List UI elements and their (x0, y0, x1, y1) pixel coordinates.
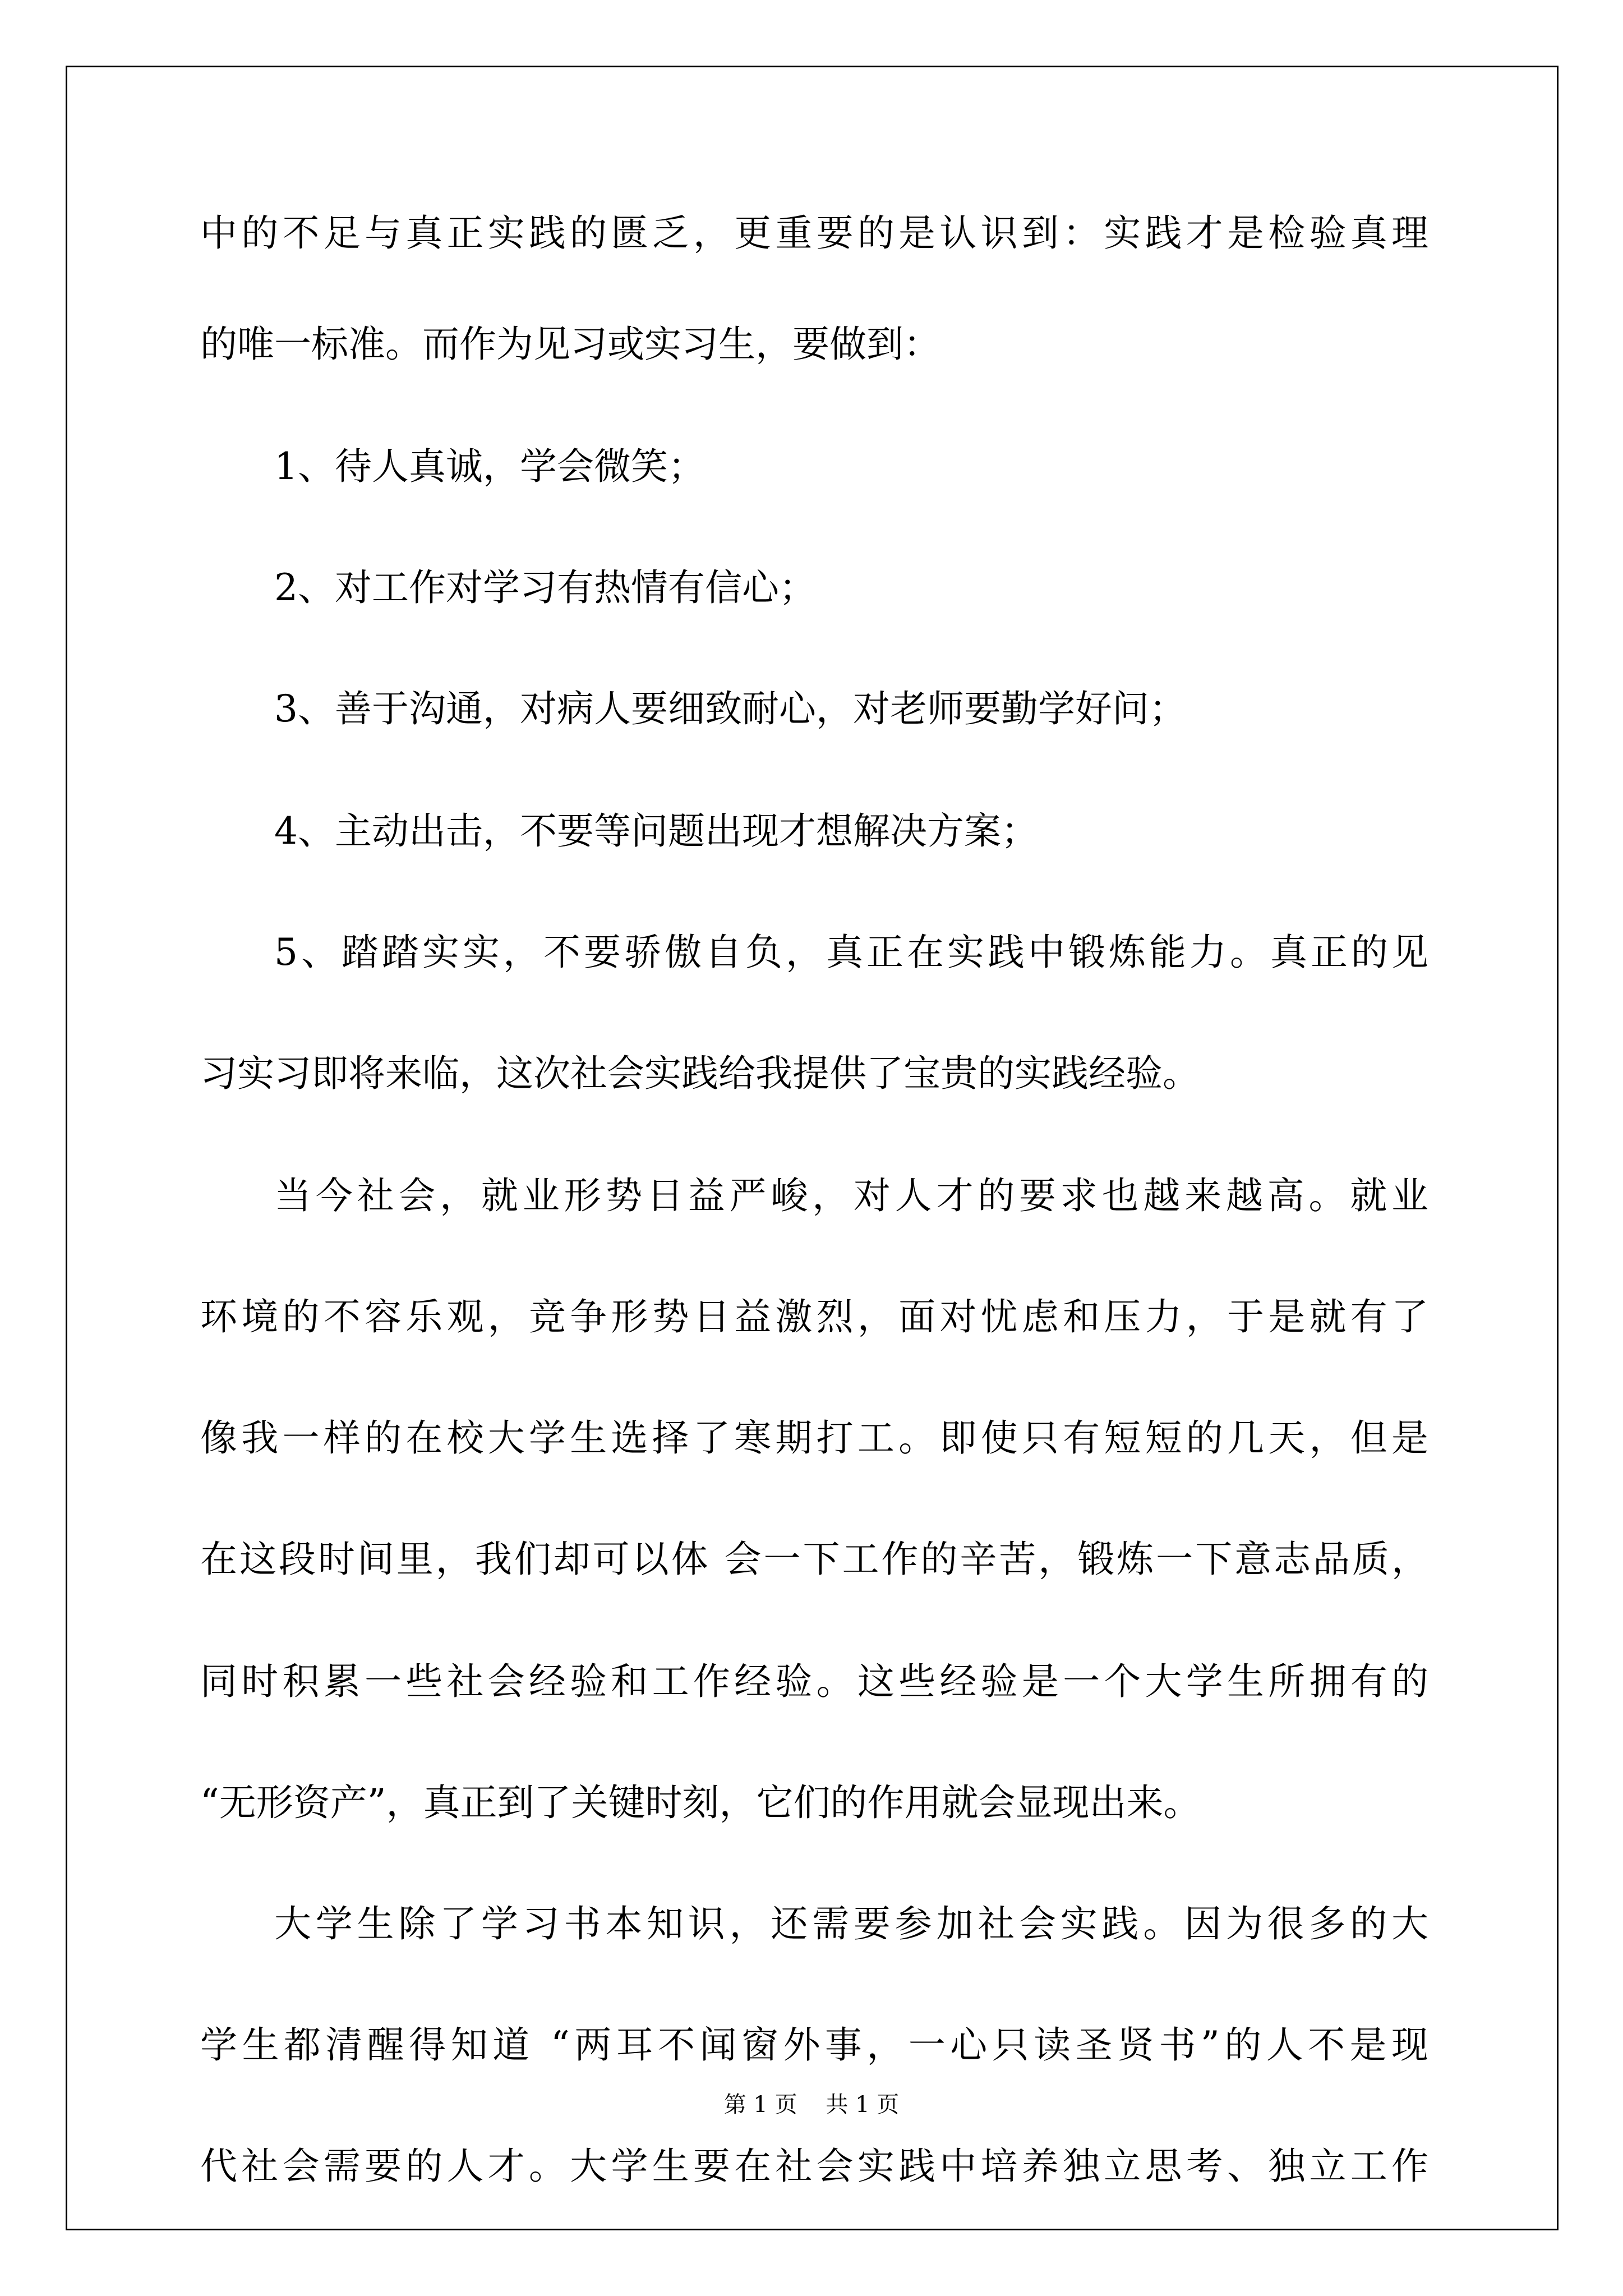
text-line: 中的不足与真正实践的匮乏，更重要的是认识到：实践才是检验真理 (200, 211, 1428, 255)
list-item: 3、善于沟通，对病人要细致耐心，对老师要勤学好问； (274, 687, 1186, 730)
paragraph-line: 代社会需要的人才。大学生要在社会实践中培养独立思考、独立工作 (200, 2145, 1428, 2188)
paragraph-line: 同时积累一些社会经验和工作经验。这些经验是一个大学生所拥有的 (200, 1660, 1428, 1703)
paragraph-line: “无形资产”，真正到了关键时刻，它们的作用就会显现出来。 (200, 1781, 1201, 1824)
list-item: 5、踏踏实实，不要骄傲自负，真正在实践中锻炼能力。真正的见 (274, 931, 1428, 974)
list-item: 4、主动出击，不要等问题出现才想解决方案； (274, 809, 1038, 853)
list-item: 1、待人真诚，学会微笑； (274, 445, 705, 488)
list-item: 2、对工作对学习有热情有信心； (274, 566, 816, 609)
paragraph-line: 学生都清醒得知道 “两耳不闻窗外事，一心只读圣贤书”的人不是现 (200, 2023, 1428, 2067)
page-footer: 第 1 页 共 1 页 (723, 2092, 900, 2118)
text-line: 习实习即将来临，这次社会实践给我提供了宝贵的实践经验。 (200, 1052, 1200, 1095)
paragraph-line: 像我一样的在校大学生选择了寒期打工。即使只有短短的几天，但是 (200, 1416, 1428, 1460)
text-line: 的唯一标准。而作为见习或实习生，要做到： (200, 323, 940, 366)
paragraph-line: 在这段时间里，我们却可以体 会一下工作的辛苦，锻炼一下意志品质， (200, 1538, 1428, 1581)
paragraph-line: 大学生除了学习书本知识，还需要参加社会实践。因为很多的大 (274, 1902, 1428, 1945)
paragraph-line: 环境的不容乐观，竞争形势日益激烈，面对忧虑和压力，于是就有了 (200, 1295, 1428, 1338)
paragraph-line: 当今社会，就业形势日益严峻，对人才的要求也越来越高。就业 (274, 1174, 1428, 1217)
